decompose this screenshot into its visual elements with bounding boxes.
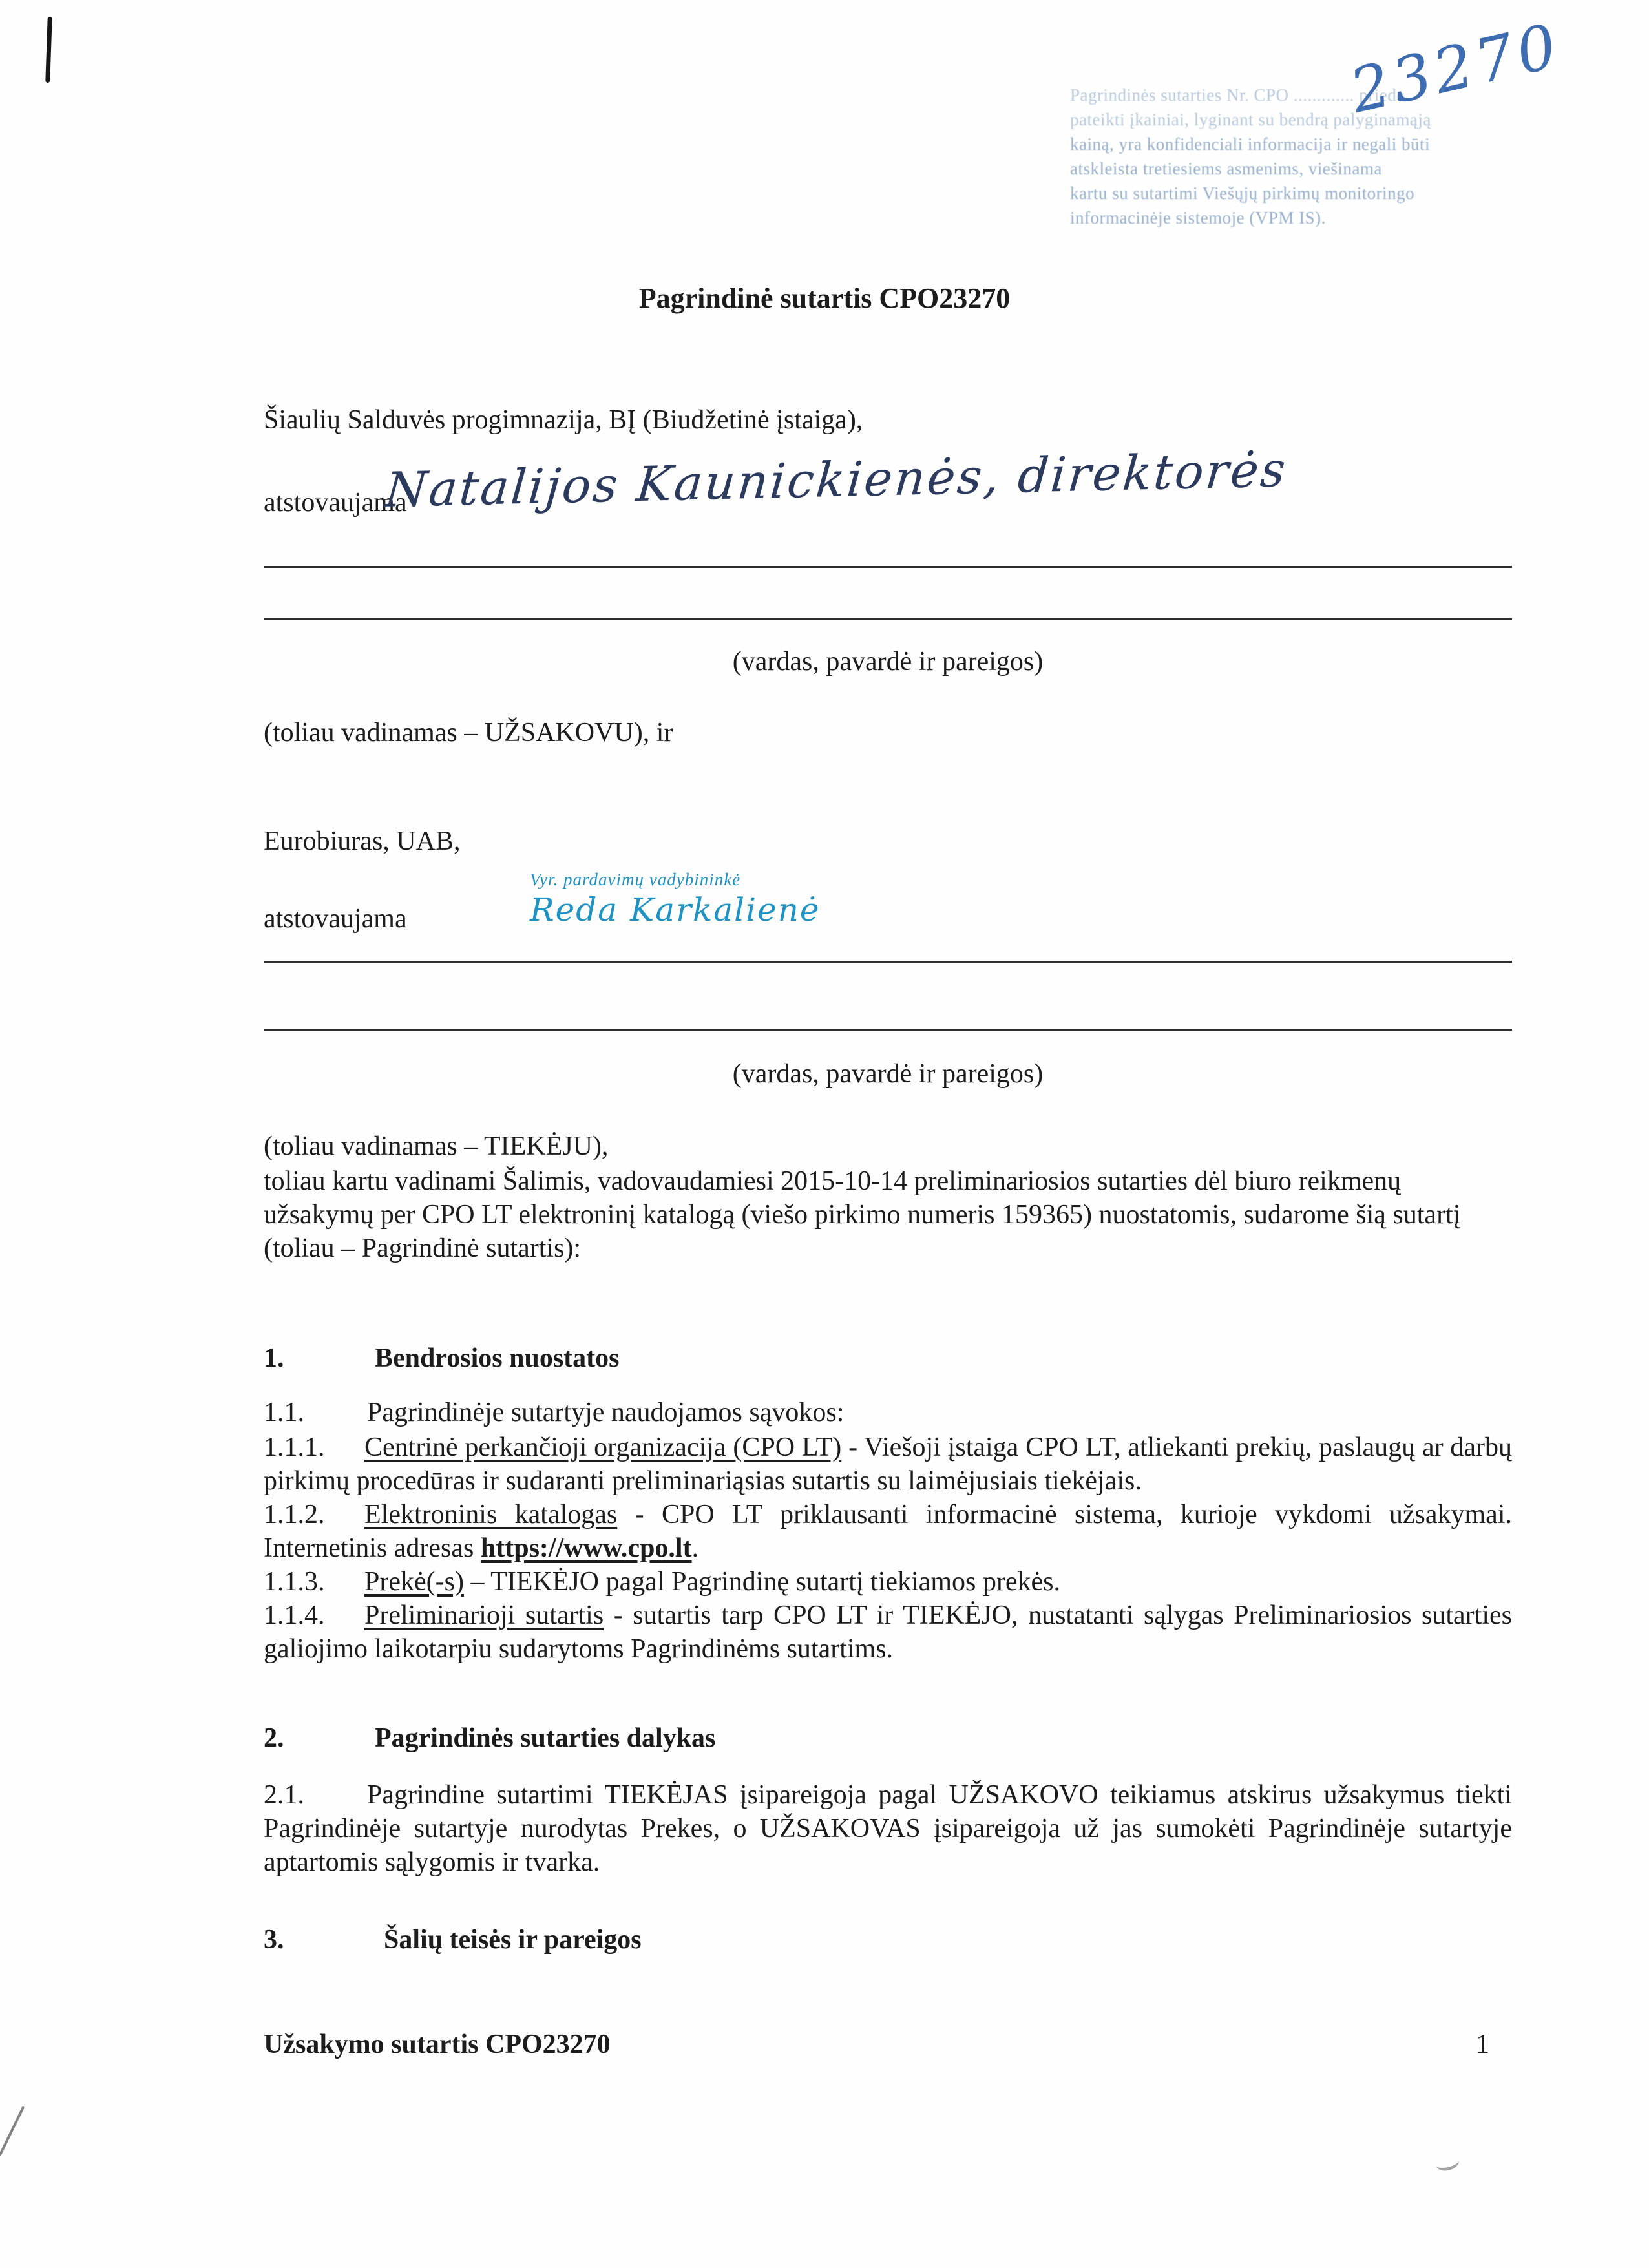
signature-rule — [264, 1029, 1512, 1031]
scan-artifact-bottom-right — [1434, 2153, 1460, 2173]
clause-1-1 — [264, 1396, 1512, 1429]
scan-artifact-bottom-left — [0, 2106, 25, 2156]
printed-url: https://www.cpo.lt — [480, 1533, 692, 1563]
supplier-stamp-name: Reda Karkalienė — [530, 891, 821, 929]
buyer-alias-line: (toliau vadinamas – UŽSAKOVU), ir — [264, 718, 673, 748]
stamp-line: Pagrindinės sutarties Nr. CPO ............. priede — [1070, 85, 1405, 105]
clause-number: 1.1.1. — [264, 1433, 325, 1462]
section-3-number: 3. — [264, 1925, 284, 1955]
supplier-signature-stamp — [530, 870, 820, 929]
section-2-number: 2. — [264, 1723, 284, 1753]
section-3-heading — [264, 1923, 1512, 1957]
confidentiality-stamp — [1070, 83, 1548, 230]
clause-1-1-3 — [264, 1565, 1512, 1599]
stamp-line: kartu su sutartimi Viešųjų pirkimų monitoringo — [1070, 184, 1415, 203]
buyer-signature-caption: (vardas, pavardė ir pareigos) — [732, 647, 1044, 677]
supplier-name-line: Eurobiuras, UAB, — [264, 826, 461, 856]
defined-term: Prekė(-s) — [364, 1567, 464, 1597]
supplier-represented-label: atstovaujama — [264, 904, 407, 934]
defined-term: Elektroninis katalogas — [364, 1500, 618, 1529]
supplier-stamp-title: Vyr. pardavimų vadybininkė — [530, 870, 741, 889]
buyer-handwritten-signature: Natalijos Kaunickienės, direktorės — [383, 442, 1290, 518]
stamp-line: atskleista tretiesiems asmenims, viešinama — [1070, 159, 1382, 178]
document-title: Pagrindinė sutartis CPO23270 — [638, 282, 1011, 314]
clause-text: - sutartis tarp CPO LT ir TIEKĖJO, nustatanti sąlygas Preliminariosios sutarties galiojimo laikotarpiu sudarytoms Pagrindinėms sutartims. — [264, 1601, 1512, 1664]
clause-number: 1.1.2. — [264, 1500, 325, 1529]
buyer-represented-label: atstovaujama — [264, 488, 407, 518]
section-1-title: Bendrosios nuostatos — [375, 1343, 620, 1373]
signature-rule — [264, 961, 1512, 963]
page-number: 1 — [1476, 2030, 1489, 2059]
clause-text: . — [691, 1533, 699, 1563]
section-2-title: Pagrindinės sutarties dalykas — [375, 1723, 716, 1753]
clause-number: 1.1. — [264, 1398, 304, 1427]
clause-number: 2.1. — [264, 1780, 304, 1810]
stamp-line: informacinėje sistemoje (VPM IS). — [1070, 208, 1326, 227]
stamp-line: kainą, yra konfidenciali informacija ir negali būti — [1070, 134, 1431, 154]
buyer-name-line: Šiaulių Salduvės progimnazija, BĮ (Biudžetinė įstaiga), — [264, 405, 863, 435]
clause-1-1-2 — [264, 1498, 1512, 1565]
section-1-heading — [264, 1341, 1512, 1375]
defined-term: Centrinė perkančioji organizacija (CPO LT) — [364, 1433, 842, 1462]
section-1-number: 1. — [264, 1343, 284, 1373]
signature-rule — [264, 618, 1512, 620]
clause-text: - Viešoji įstaiga CPO LT, atliekanti prekių, paslaugų ar darbų pirkimų procedūras ir sudaranti preliminariąsias sutartis su laimėjusiais tiekėjais. — [264, 1433, 1512, 1496]
supplier-signature-caption: (vardas, pavardė ir pareigos) — [732, 1059, 1044, 1089]
clause-1-1-4 — [264, 1599, 1512, 1666]
stamp-line: pateikti įkainiai, lyginant su bendrą palyginamąją — [1070, 110, 1431, 129]
clause-text: Pagrindinėje sutartyje naudojamos sąvokos: — [367, 1398, 845, 1427]
footer-contract-reference: Užsakymo sutartis CPO23270 — [264, 2030, 611, 2059]
section-2-heading — [264, 1721, 1512, 1755]
defined-term: Preliminarioji sutartis — [364, 1601, 604, 1630]
handwritten-contract-number: 23270 — [1343, 10, 1568, 127]
signature-rule — [264, 566, 1512, 568]
clause-text: Pagrindine sutartimi TIEKĖJAS įsipareigoja pagal UŽSAKOVO teikiamus atskirus užsakymus tiekti Pagrindinėje sutartyje nurodytas Prekes, o UŽSAKOVAS įsipareigoja už jas sumokėti Pagrindinėje sutartyje aptartomis sąlygomis ir tvarka. — [264, 1780, 1512, 1877]
clause-text: – TIEKĖJO pagal Pagrindinę sutartį tiekiamos prekės. — [463, 1567, 1060, 1597]
clause-2-1 — [264, 1778, 1512, 1879]
clause-text: - CPO LT priklausanti informacinė sistema, kurioje vykdomi užsakymai. Internetinis adresas — [264, 1500, 1512, 1563]
scan-artifact-top-left — [45, 17, 52, 83]
clause-1-1-1 — [264, 1431, 1512, 1498]
section-3-title: Šalių teisės ir pareigos — [384, 1925, 642, 1955]
preamble-paragraph: toliau kartu vadinami Šalimis, vadovaudamiesi 2015-10-14 preliminariosios sutarties dėl biuro reikmenų užsakymų per CPO LT elektroninį katalogą (viešo pirkimo numeris 159365) nuostatomis, sudarome šią sutartį (toliau – Pagrindinė sutartis): — [264, 1166, 1461, 1263]
supplier-alias-line: (toliau vadinamas – TIEKĖJU), — [264, 1131, 609, 1161]
clause-number: 1.1.4. — [264, 1601, 325, 1630]
clause-number: 1.1.3. — [264, 1567, 325, 1597]
